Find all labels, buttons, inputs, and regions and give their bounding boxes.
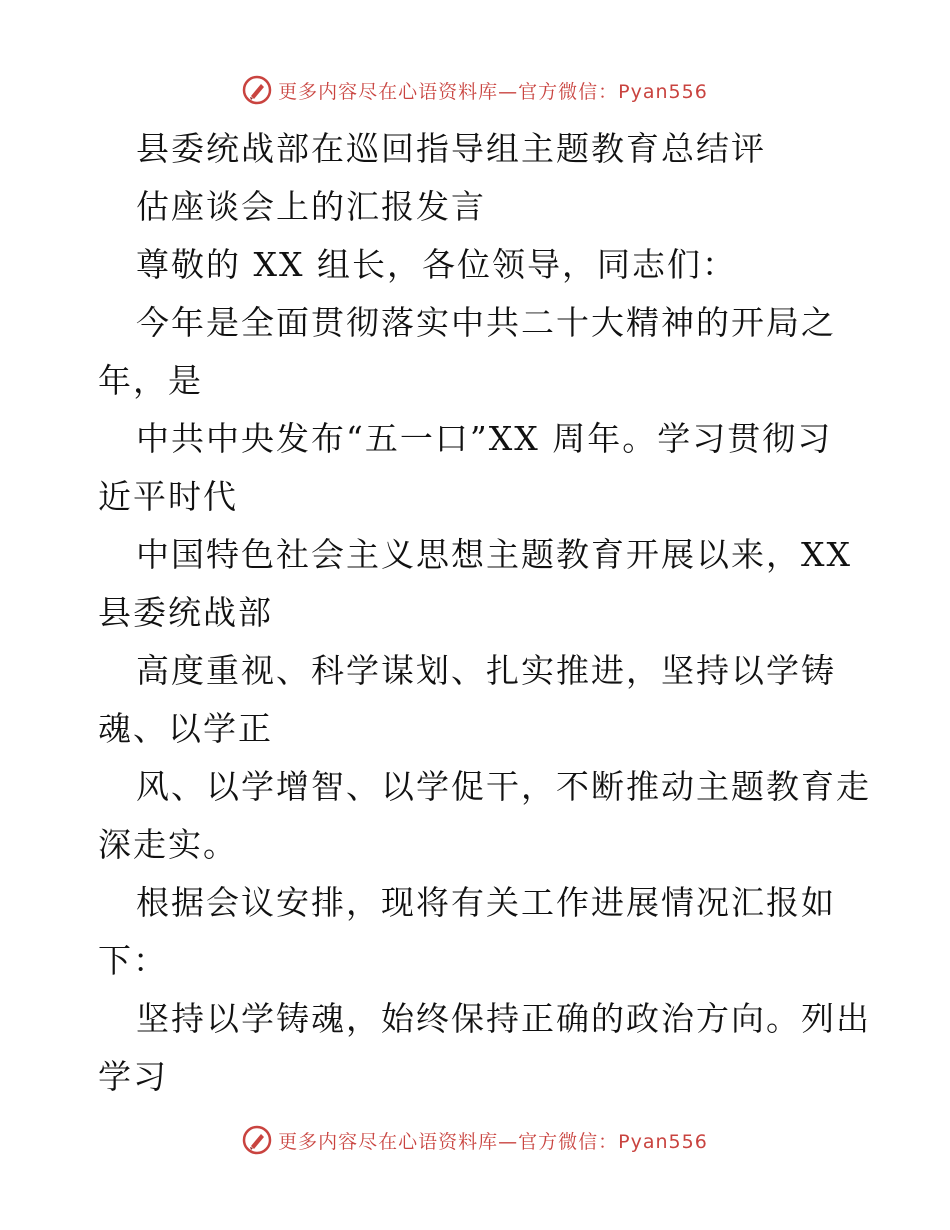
document-body: [98, 120, 871, 1106]
text-line: 风、以学增智、以学促干，不断推动主题教育走: [136, 767, 871, 806]
text-line: 县委统战部在巡回指导组主题教育总结评: [136, 129, 766, 168]
text-line: 深走实。: [98, 825, 238, 864]
text-line: 尊敬的 XX 组长，各位领导，同志们：: [136, 245, 737, 284]
text-line: 今年是全面贯彻落实中共二十大精神的开局之: [136, 303, 836, 342]
footer-watermark: [0, 1120, 950, 1160]
text-line: 年，是: [98, 361, 203, 400]
header-watermark: [0, 70, 950, 110]
text-line: 魂、以学正: [98, 709, 273, 748]
text-line: 县委统战部: [98, 593, 273, 632]
text-line: 下：: [98, 941, 168, 980]
text-line: 高度重视、科学谋划、扎实推进，坚持以学铸: [136, 651, 836, 690]
watermark-text: 更多内容尽在心语资料库—官方微信：Pyan556: [278, 80, 708, 103]
text-line: 中国特色社会主义思想主题教育开展以来，XX: [136, 535, 852, 574]
text-line: 根据会议安排，现将有关工作进展情况汇报如: [136, 883, 836, 922]
text-line: 学习: [98, 1057, 168, 1096]
text-line: 中共中央发布“五一口”XX 周年。学习贯彻习: [136, 419, 833, 458]
pen-logo-icon: [242, 75, 272, 105]
text-line: 近平时代: [98, 477, 238, 516]
watermark-text: 更多内容尽在心语资料库—官方微信：Pyan556: [278, 1130, 708, 1153]
text-line: 坚持以学铸魂，始终保持正确的政治方向。列出: [136, 999, 871, 1038]
text-line: 估座谈会上的汇报发言: [136, 187, 486, 226]
pen-logo-icon: [242, 1125, 272, 1155]
